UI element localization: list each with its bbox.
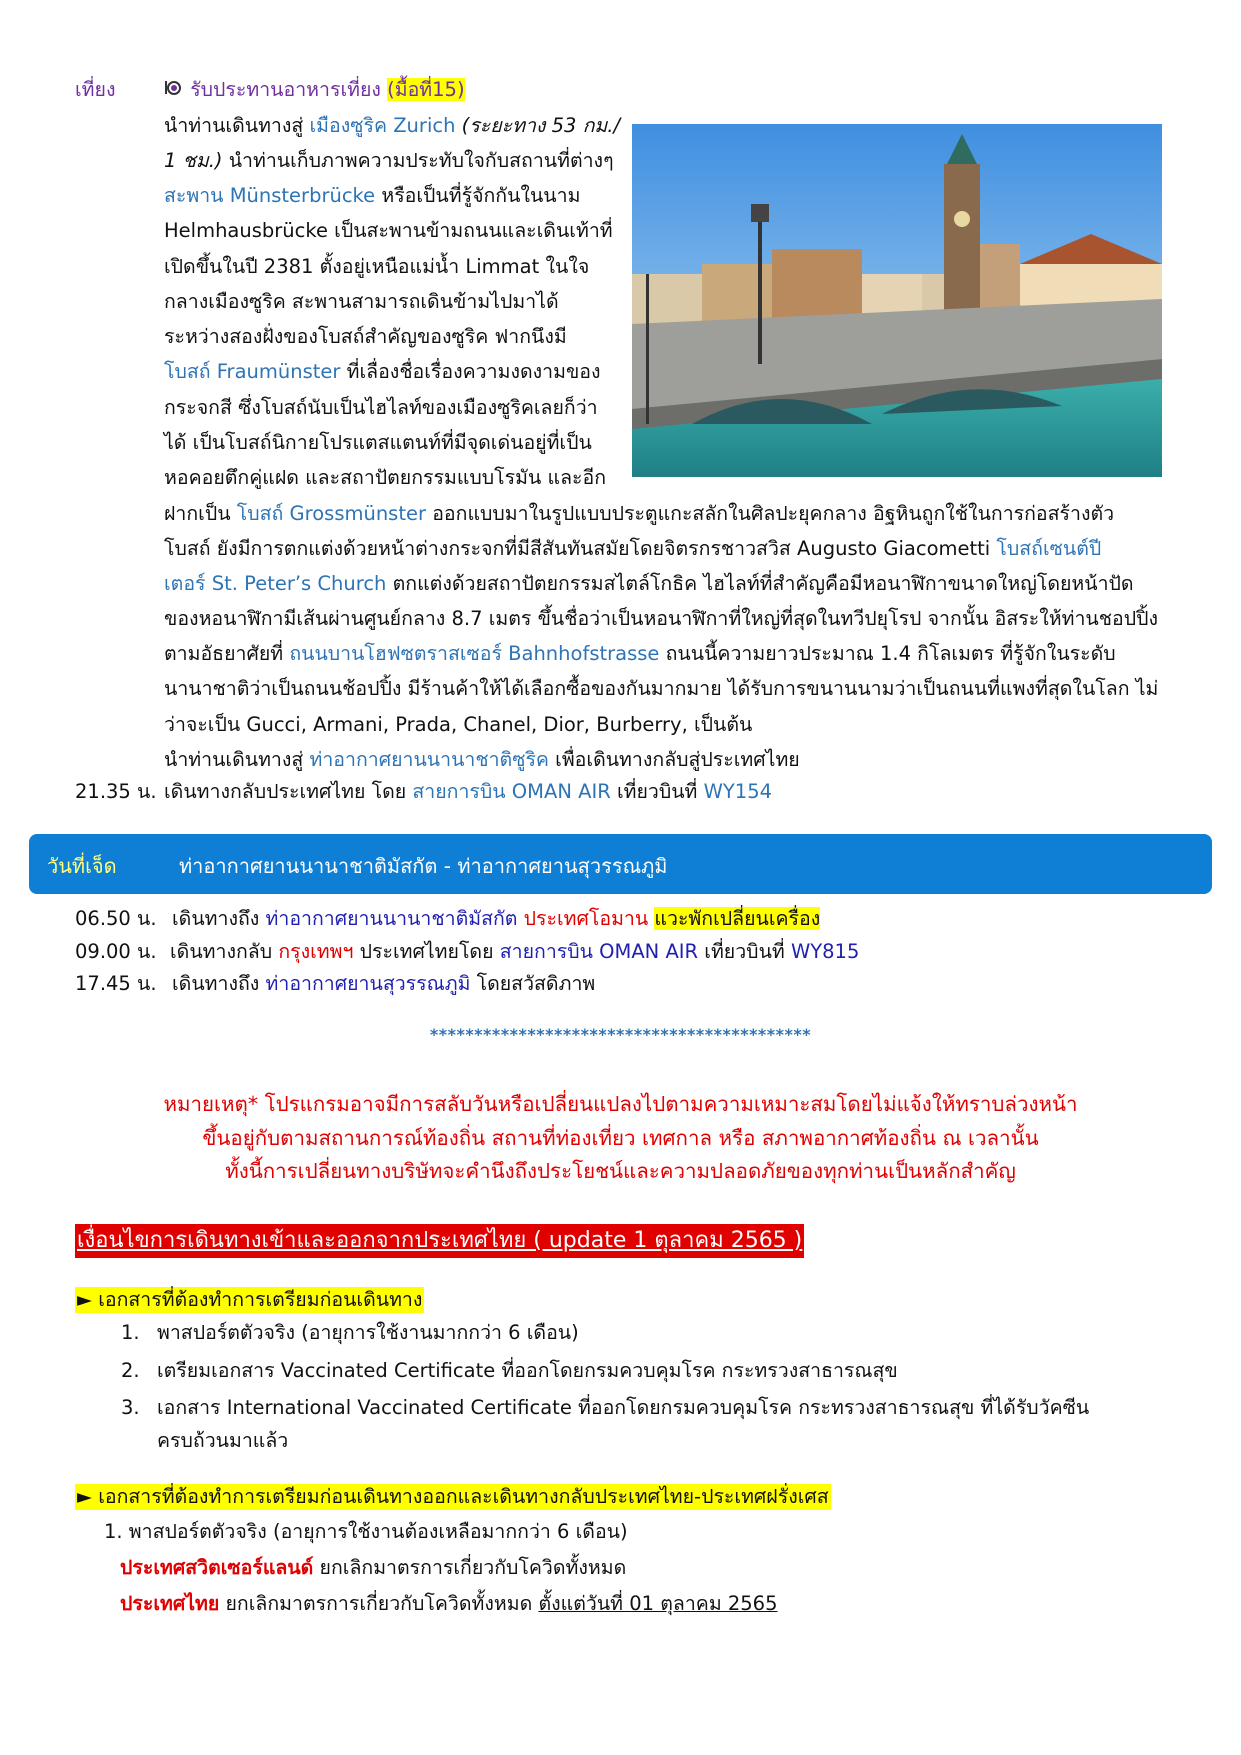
day7-label: วันที่เจ็ด <box>47 854 117 878</box>
zurich-line-3: สะพาน Münsterbrücke หรือเป็นที่รู้จักกันในนาม <box>164 184 581 207</box>
zurich-line-14: เตอร์ St. Peter’s Church ตกแต่งด้วยสถาปัตยกรรมสไตล์โกธิค ไฮไลท์ที่สำคัญคือมีหอนาฬิกาขนาดใหญ่โดยหน้าปัด <box>164 572 1134 595</box>
zurich-line-4: Helmhausbrücke เป็นสะพานข้ามถนนและเดินเท้าที่ <box>164 219 613 242</box>
zurich-line-17: นานาชาติว่าเป็นถนนช้อปปิ้ง มีร้านค้าให้ได้เลือกซื้อของกันมากมาย ได้รับการขนานนามว่าเป็นถนนที่แพงที่สุดในโลก ไม่ <box>164 677 1159 700</box>
day7-title: ท่าอากาศยานนานาชาติมัสกัต - ท่าอากาศยานสุวรรณภูมิ <box>179 854 668 878</box>
item3-num: 3. <box>121 1396 140 1419</box>
zurich-line-15: ของหอนาฬิกามีเส้นผ่านศูนย์กลาง 8.7 เมตร ขึ้นชื่อว่าเป็นหอนาฬิกาที่ใหญ่ที่สุดในทวีปยุโรป จากนั้น อิสระให้ท่านชอปปิ้ง <box>164 607 1158 630</box>
zurich-line-13: โบสถ์ ยังมีการตกแต่งด้วยหน้าต่างกระจกที่มีสีสันทันสมัยโดยจิตรกรชาวสวิส Augusto Giacometti โบสถ์เซนต์ปี <box>164 537 1102 560</box>
zurich-line-6: กลางเมืองซูริค สะพานสามารถเดินข้ามไปมาได้ <box>164 290 559 313</box>
item1-text: พาสปอร์ตตัวจริง (อายุการใช้งานมากกว่า 6 เดือน) <box>157 1321 579 1344</box>
sched-line-3: เดินทางถึง ท่าอากาศยานสุวรรณภูมิ โดยสวัสดิภาพ <box>172 972 596 995</box>
zurich-line-19: นำท่านเดินทางสู่ ท่าอากาศยานนานาชาติซูริค เพื่อเดินทางกลับสู่ประเทศไทย <box>164 748 800 771</box>
sched-time-3: 17.45 น. <box>75 972 157 995</box>
stars-divider: ******************************************* <box>429 1025 812 1044</box>
zurich-line-11: หอคอยตึกคู่แฝด และสถาปัตยกรรมแบบโรมัน และอีก <box>164 466 607 489</box>
zurich-line-16: ตามอัธยาศัยที่ ถนนบานโฮฟซตราสเซอร์ Bahnhofstrasse ถนนนี้ความยาวประมาณ 1.4 กิโลเมตร ที่รู้จักในระดับ <box>164 642 1116 665</box>
note-line-3: ทั้งนี้การเปลี่ยนทางบริษัทจะคำนึงถึงประโยชน์และความปลอดภัยของทุกท่านเป็นหลักสำคัญ <box>225 1159 1016 1183</box>
item3-text: เอกสาร International Vaccinated Certificate ที่ออกโดยกรมควบคุมโรค กระทรวงสาธารณสุข ที่ได้รับวัคซีน <box>157 1396 1090 1419</box>
item3-text-cont: ครบถ้วนมาแล้ว <box>157 1429 289 1452</box>
swiss-line: ประเทศสวิตเซอร์แลนด์ ยกเลิกมาตรการเกี่ยวกับโควิดทั้งหมด <box>120 1556 627 1579</box>
section1-heading: ► เอกสารที่ต้องทำการเตรียมก่อนเดินทาง <box>77 1288 423 1311</box>
note-line-2: ขึ้นอยู่กับตามสถานการณ์ท้องถิ่น สถานที่ท่องเที่ยว เทศกาล หรือ สภาพอากาศท้องถิ่น ณ เวลานั้น <box>202 1126 1039 1150</box>
lunch-time: เที่ยง <box>75 78 116 101</box>
note-line-1: หมายเหตุ* โปรแกรมอาจมีการสลับวันหรือเปลี่ยนแปลงไปตามความเหมาะสมโดยไม่แจ้งให้ทราบล่วงหน้า <box>163 1092 1078 1116</box>
item2-text: เตรียมเอกสาร Vaccinated Certificate ที่ออกโดยกรมควบคุมโรค กระทรวงสาธารณสุข <box>157 1359 898 1382</box>
zurich-line-7: ระหว่างสองฝั่งของโบสถ์สำคัญของซูริค ฟากนึงมี <box>164 325 567 348</box>
item1-num: 1. <box>121 1321 140 1344</box>
zurich-line-10: ได้ เป็นโบสถ์นิกายโปรแตสแตนท์ที่มีจุดเด่นอยู่ที่เป็น <box>164 431 592 454</box>
item2-num: 2. <box>121 1359 140 1382</box>
zurich-line-8: โบสถ์ Fraumünster ที่เลื่องชื่อเรื่องความงดงามของ <box>164 360 601 383</box>
zurich-line-9: กระจกสี ซึ่งโบสถ์นับเป็นไฮไลท์ของเมืองซูริคเลยก็ว่า <box>164 396 598 419</box>
section2-heading: ► เอกสารที่ต้องทำการเตรียมก่อนเดินทางออกและเดินทางกลับประเทศไทย-ประเทศฝรั่งเศส <box>77 1485 829 1508</box>
lunch-meal-badge: (มื้อที่15) <box>387 78 465 101</box>
passport-line: 1. พาสปอร์ตตัวจริง (อายุการใช้งานต้องเหลือมากกว่า 6 เดือน) <box>104 1520 628 1543</box>
sched-line-1: เดินทางถึง ท่าอากาศยานนานาชาติมัสกัต ประเทศโอมาน แวะพักเปลี่ยนเครื่อง <box>172 907 821 930</box>
zurich-line-12: ฝากเป็น โบสถ์ Grossmünster ออกแบบมาในรูปแบบประตูแกะสลักในศิลปะยุคกลาง อิฐหินถูกใช้ในการก่อสร้างตัว <box>164 502 1115 525</box>
lunch-text: รับประทานอาหารเที่ยง <box>190 78 381 101</box>
sched-time-1: 06.50 น. <box>75 907 157 930</box>
sched-time-2: 09.00 น. <box>75 940 157 963</box>
conditions-heading: เงื่อนไขการเดินทางเข้าและออกจากประเทศไทย ( update 1 ตุลาคม 2565 ) <box>75 1224 804 1258</box>
zurich-line-18: ว่าจะเป็น Gucci, Armani, Prada, Chanel, Dior, Burberry, เป็นต้น <box>164 713 753 736</box>
departure-line: เดินทางกลับประเทศไทย โดย สายการบิน OMAN AIR เที่ยวบินที่ WY154 <box>164 780 773 803</box>
zurich-line-2: 1 ชม.) นำท่านเก็บภาพความประทับใจกับสถานที่ต่างๆ <box>164 149 614 172</box>
lunch-line <box>164 78 465 102</box>
day7-banner <box>29 834 1212 894</box>
departure-time: 21.35 น. <box>75 780 157 803</box>
zurich-line-1: นำท่านเดินทางสู่ เมืองซูริค Zurich (ระยะทาง 53 กม./ <box>164 114 621 137</box>
zurich-photo <box>632 124 1162 477</box>
zurich-line-5: เปิดขึ้นในปี 2381 ตั้งอยู่เหนือแม่น้ำ Limmat ในใจ <box>164 255 590 278</box>
sched-line-2: เดินทางกลับ กรุงเทพฯ ประเทศไทยโดย สายการบิน OMAN AIR เที่ยวบินที่ WY815 <box>170 940 860 963</box>
plate-cutlery-icon <box>164 78 184 102</box>
thai-line: ประเทศไทย ยกเลิกมาตรการเกี่ยวกับโควิดทั้งหมด ตั้งแต่วันที่ 01 ตุลาคม 2565 <box>120 1592 778 1615</box>
